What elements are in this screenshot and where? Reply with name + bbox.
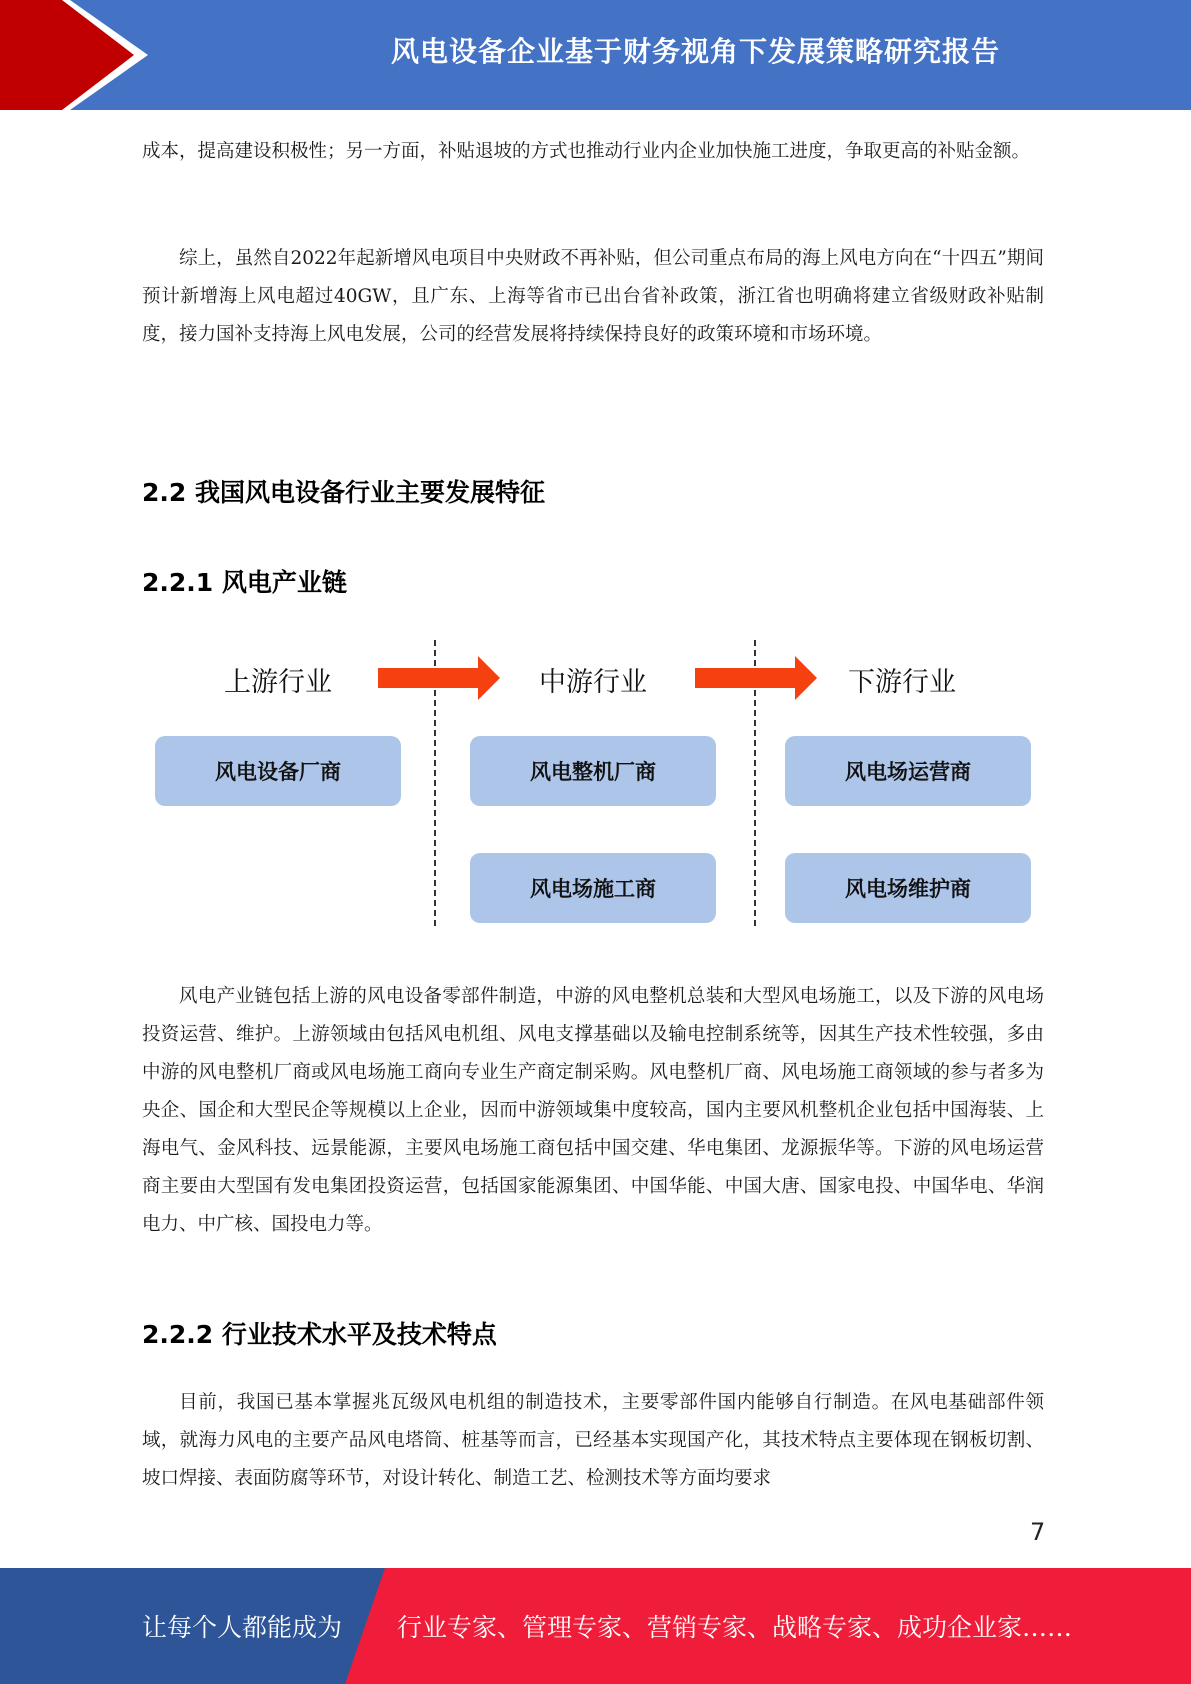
box-midstream-turbine: 风电整机厂商	[470, 736, 716, 806]
page-header	[0, 0, 1191, 110]
footer-slogan-right: 行业专家、管理专家、营销专家、战略专家、成功企业家……	[397, 1613, 1073, 1642]
box-downstream-maintenance: 风电场维护商	[785, 853, 1031, 923]
page-footer	[0, 1568, 1191, 1684]
stage-label-upstream: 上游行业	[224, 667, 332, 698]
section-heading-2-2-2: 2.2.2 行业技术水平及技术特点	[142, 1320, 497, 1349]
industry-chain-diagram	[142, 640, 1044, 940]
section-heading-2-2-1: 2.2.1 风电产业链	[142, 568, 347, 597]
paragraph-block-3	[142, 978, 1044, 1244]
stage-label-midstream: 中游行业	[539, 667, 647, 698]
paragraph: 风电产业链包括上游的风电设备零部件制造，中游的风电整机总装和大型风电场施工，以及下游的风电场投资运营、维护。上游领域由包括风电机组、风电支撑基础以及输电控制系统等，因其生产技术性较强，多由中游的风电整机厂商或风电场施工商向专业生产商定制采购。风电整机厂商、风电场施工商领域的参与者多为央企、国企和大型民企等规模以上企业，因而中游领域集中度较高，国内主要风机整机企业包括中国海装、上海电气、金风科技、远景能源，主要风电场施工商包括中国交建、华电集团、龙源振华等。下游的风电场运营商主要由大型国有发电集团投资运营，包括国家能源集团、中国华能、中国大唐、国家电投、中国华电、华润电力、中广核、国投电力等。	[142, 986, 1044, 1235]
paragraph-block-1	[142, 133, 1044, 171]
box-upstream-equipment: 风电设备厂商	[155, 736, 401, 806]
paragraph-block-4	[142, 1384, 1044, 1498]
paragraph-block-2	[142, 240, 1044, 354]
footer-slogan-left: 让每个人都能成为	[142, 1613, 343, 1642]
stage-label-downstream: 下游行业	[848, 667, 956, 698]
arrow-right-icon	[695, 656, 817, 700]
paragraph: 成本，提高建设积极性；另一方面，补贴退坡的方式也推动行业内企业加快施工进度，争取更高的补贴金额。	[142, 141, 1031, 162]
arrow-right-icon	[378, 656, 500, 700]
page-number: 7	[1030, 1518, 1046, 1546]
paragraph: 目前，我国已基本掌握兆瓦级风电机组的制造技术，主要零部件国内能够自行制造。在风电基础部件领域，就海力风电的主要产品风电塔筒、桩基等而言，已经基本实现国产化，其技术特点主要体现在钢板切割、坡口焊接、表面防腐等环节，对设计转化、制造工艺、检测技术等方面均要求	[142, 1392, 1044, 1489]
section-heading-2-2: 2.2 我国风电设备行业主要发展特征	[142, 478, 545, 507]
paragraph: 综上，虽然自2022年起新增风电项目中央财政不再补贴，但公司重点布局的海上风电方向在“十四五”期间预计新增海上风电超过40GW，且广东、上海等省市已出台省补政策，浙江省也明确将建立省级财政补贴制度，接力国补支持海上风电发展，公司的经营发展将持续保持良好的政策环境和市场环境。	[142, 248, 1044, 345]
header-title: 风电设备企业基于财务视角下发展策略研究报告	[390, 35, 1000, 68]
box-midstream-construction: 风电场施工商	[470, 853, 716, 923]
box-downstream-operator: 风电场运营商	[785, 736, 1031, 806]
